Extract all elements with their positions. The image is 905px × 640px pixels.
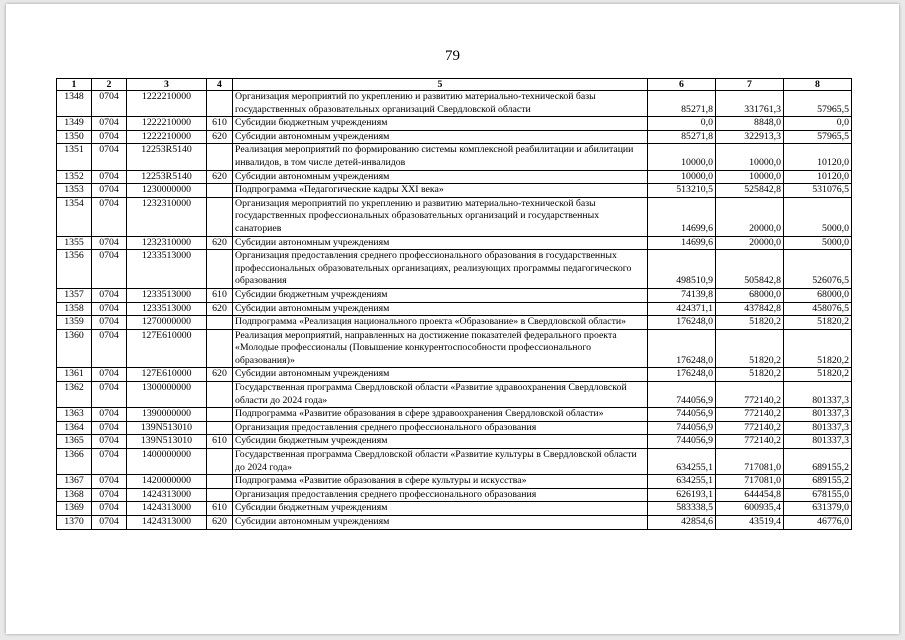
section-code-cell: 0704 [92,502,127,516]
expense-type-cell [207,329,233,368]
item-name-cell: Субсидии автономным учреждениям [233,170,648,184]
item-name-cell: Подпрограмма «Реализация национального проекта «Образование» в Свердловской области» [233,316,648,330]
amount-year1-cell: 744056,9 [648,382,716,408]
section-code-cell: 0704 [92,91,127,117]
row-number-cell: 1365 [57,435,92,449]
amount-year2-cell: 505842,8 [716,250,784,289]
section-code-cell: 0704 [92,516,127,530]
row-number-cell: 1354 [57,197,92,236]
header-cell: 1 [57,79,92,91]
expense-type-cell [207,475,233,489]
expense-type-cell: 620 [207,236,233,250]
target-code-cell: 1400000000 [127,449,207,475]
row-number-cell: 1361 [57,368,92,382]
expense-type-cell [207,184,233,198]
table-row [57,316,852,330]
item-name-cell: Субсидии бюджетным учреждениям [233,502,648,516]
header-cell: 4 [207,79,233,91]
table-row [57,502,852,516]
target-code-cell: 1233513000 [127,302,207,316]
expense-type-cell [207,197,233,236]
amount-year2-cell: 8848,0 [716,117,784,131]
expense-type-cell [207,91,233,117]
section-code-cell: 0704 [92,197,127,236]
target-code-cell: 1300000000 [127,382,207,408]
amount-year2-cell: 772140,2 [716,382,784,408]
item-name-cell: Организация мероприятий по укреплению и развитию материально-технической базы государственных образовательных организаций Свердловской области [233,91,648,117]
budget-table [56,78,852,530]
expense-type-cell: 610 [207,288,233,302]
item-name-cell: Подпрограмма «Развитие образования в сфере культуры и искусства» [233,475,648,489]
amount-year1-cell: 583338,5 [648,502,716,516]
table-row [57,329,852,368]
target-code-cell: 1390000000 [127,408,207,422]
expense-type-cell [207,382,233,408]
row-number-cell: 1349 [57,117,92,131]
target-code-cell: 1222210000 [127,117,207,131]
amount-year3-cell: 5000,0 [784,197,852,236]
expense-type-cell [207,316,233,330]
amount-year2-cell: 525842,8 [716,184,784,198]
target-code-cell: 12253R5140 [127,144,207,170]
amount-year2-cell: 600935,4 [716,502,784,516]
table-row [57,488,852,502]
amount-year2-cell: 10000,0 [716,170,784,184]
item-name-cell: Субсидии автономным учреждениям [233,302,648,316]
amount-year1-cell: 176248,0 [648,316,716,330]
target-code-cell: 1270000000 [127,316,207,330]
section-code-cell: 0704 [92,184,127,198]
section-code-cell: 0704 [92,449,127,475]
amount-year2-cell: 51820,2 [716,368,784,382]
table-row [57,475,852,489]
item-name-cell: Подпрограмма «Педагогические кадры XXI века» [233,184,648,198]
amount-year3-cell: 801337,3 [784,435,852,449]
row-number-cell: 1367 [57,475,92,489]
amount-year3-cell: 689155,2 [784,449,852,475]
section-code-cell: 0704 [92,170,127,184]
expense-type-cell: 620 [207,368,233,382]
item-name-cell: Субсидии автономным учреждениям [233,130,648,144]
expense-type-cell [207,488,233,502]
row-number-cell: 1356 [57,250,92,289]
target-code-cell: 12253R5140 [127,170,207,184]
header-cell: 2 [92,79,127,91]
item-name-cell: Организация предоставления среднего профессионального образования [233,488,648,502]
target-code-cell: 1424313000 [127,516,207,530]
amount-year3-cell: 689155,2 [784,475,852,489]
section-code-cell: 0704 [92,408,127,422]
table-row [57,408,852,422]
item-name-cell: Организация предоставления среднего профессионального образования в государственных профессиональных образовательных организациях, реализующих программы педагогического образования [233,250,648,289]
item-name-cell: Субсидии бюджетным учреждениям [233,117,648,131]
item-name-cell: Субсидии бюджетным учреждениям [233,288,648,302]
section-code-cell: 0704 [92,382,127,408]
amount-year1-cell: 14699,6 [648,197,716,236]
amount-year3-cell: 10120,0 [784,170,852,184]
section-code-cell: 0704 [92,488,127,502]
section-code-cell: 0704 [92,435,127,449]
target-code-cell: 1233513000 [127,288,207,302]
table-row [57,197,852,236]
amount-year1-cell: 14699,6 [648,236,716,250]
table-row [57,435,852,449]
target-code-cell: 1233513000 [127,250,207,289]
amount-year1-cell: 744056,9 [648,408,716,422]
row-number-cell: 1360 [57,329,92,368]
amount-year1-cell: 85271,8 [648,130,716,144]
expense-type-cell: 610 [207,435,233,449]
amount-year1-cell: 85271,8 [648,91,716,117]
row-number-cell: 1366 [57,449,92,475]
amount-year3-cell: 801337,3 [784,408,852,422]
table-row [57,170,852,184]
expense-type-cell: 620 [207,170,233,184]
target-code-cell: 1232310000 [127,197,207,236]
row-number-cell: 1364 [57,421,92,435]
row-number-cell: 1369 [57,502,92,516]
amount-year2-cell: 322913,3 [716,130,784,144]
amount-year1-cell: 424371,1 [648,302,716,316]
item-name-cell: Субсидии автономным учреждениям [233,236,648,250]
amount-year3-cell: 531076,5 [784,184,852,198]
expense-type-cell: 610 [207,117,233,131]
amount-year1-cell: 176248,0 [648,368,716,382]
expense-type-cell [207,408,233,422]
item-name-cell: Государственная программа Свердловской области «Развитие культуры в Свердловской области до 2024 года» [233,449,648,475]
amount-year3-cell: 68000,0 [784,288,852,302]
amount-year3-cell: 10120,0 [784,144,852,170]
target-code-cell: 1222210000 [127,130,207,144]
header-cell: 6 [648,79,716,91]
row-number-cell: 1352 [57,170,92,184]
item-name-cell: Подпрограмма «Развитие образования в сфере здравоохранения Свердловской области» [233,408,648,422]
expense-type-cell: 620 [207,516,233,530]
amount-year2-cell: 20000,0 [716,236,784,250]
section-code-cell: 0704 [92,302,127,316]
expense-type-cell [207,421,233,435]
header-cell: 3 [127,79,207,91]
amount-year2-cell: 331761,3 [716,91,784,117]
amount-year3-cell: 801337,3 [784,421,852,435]
row-number-cell: 1357 [57,288,92,302]
table-row [57,91,852,117]
table-row [57,302,852,316]
table-row [57,449,852,475]
amount-year2-cell: 717081,0 [716,449,784,475]
amount-year3-cell: 631379,0 [784,502,852,516]
amount-year1-cell: 176248,0 [648,329,716,368]
table-row [57,236,852,250]
amount-year1-cell: 498510,9 [648,250,716,289]
amount-year1-cell: 744056,9 [648,421,716,435]
expense-type-cell: 620 [207,302,233,316]
section-code-cell: 0704 [92,236,127,250]
row-number-cell: 1368 [57,488,92,502]
expense-type-cell [207,449,233,475]
amount-year3-cell: 458076,5 [784,302,852,316]
target-code-cell: 139N513010 [127,421,207,435]
expense-type-cell [207,250,233,289]
amount-year1-cell: 10000,0 [648,170,716,184]
row-number-cell: 1348 [57,91,92,117]
amount-year2-cell: 772140,2 [716,421,784,435]
row-number-cell: 1358 [57,302,92,316]
table-header-row [57,79,852,91]
section-code-cell: 0704 [92,329,127,368]
row-number-cell: 1353 [57,184,92,198]
amount-year2-cell: 51820,2 [716,316,784,330]
row-number-cell: 1351 [57,144,92,170]
target-code-cell: 139N513010 [127,435,207,449]
item-name-cell: Реализация мероприятий, направленных на достижение показателей федерального проекта «Молодые профессионалы (Повышение конкурентоспособности профессионального образования)» [233,329,648,368]
item-name-cell: Субсидии автономным учреждениям [233,368,648,382]
section-code-cell: 0704 [92,288,127,302]
table-row [57,421,852,435]
amount-year1-cell: 74139,8 [648,288,716,302]
amount-year3-cell: 801337,3 [784,382,852,408]
header-cell: 8 [784,79,852,91]
section-code-cell: 0704 [92,250,127,289]
table-row [57,117,852,131]
amount-year2-cell: 10000,0 [716,144,784,170]
amount-year3-cell: 57965,5 [784,130,852,144]
amount-year1-cell: 42854,6 [648,516,716,530]
row-number-cell: 1362 [57,382,92,408]
target-code-cell: 1232310000 [127,236,207,250]
header-cell: 7 [716,79,784,91]
expense-type-cell: 620 [207,130,233,144]
section-code-cell: 0704 [92,117,127,131]
item-name-cell: Государственная программа Свердловской области «Развитие здравоохранения Свердловской области до 2024 года» [233,382,648,408]
section-code-cell: 0704 [92,475,127,489]
target-code-cell: 1424313000 [127,488,207,502]
amount-year1-cell: 0,0 [648,117,716,131]
item-name-cell: Реализация мероприятий по формированию системы комплексной реабилитации и абилитации инвалидов, в том числе детей-инвалидов [233,144,648,170]
target-code-cell: 1230000000 [127,184,207,198]
header-cell: 5 [233,79,648,91]
table-row [57,368,852,382]
amount-year2-cell: 43519,4 [716,516,784,530]
amount-year3-cell: 46776,0 [784,516,852,530]
amount-year2-cell: 717081,0 [716,475,784,489]
amount-year2-cell: 772140,2 [716,435,784,449]
amount-year3-cell: 526076,5 [784,250,852,289]
item-name-cell: Организация предоставления среднего профессионального образования [233,421,648,435]
table-row [57,184,852,198]
row-number-cell: 1350 [57,130,92,144]
amount-year2-cell: 20000,0 [716,197,784,236]
table-row [57,288,852,302]
table-row [57,516,852,530]
amount-year1-cell: 513210,5 [648,184,716,198]
section-code-cell: 0704 [92,130,127,144]
item-name-cell: Субсидии бюджетным учреждениям [233,435,648,449]
document-page [6,4,899,634]
target-code-cell: 127E610000 [127,329,207,368]
amount-year2-cell: 437842,8 [716,302,784,316]
row-number-cell: 1363 [57,408,92,422]
amount-year2-cell: 51820,2 [716,329,784,368]
expense-type-cell: 610 [207,502,233,516]
amount-year2-cell: 644454,8 [716,488,784,502]
target-code-cell: 127E610000 [127,368,207,382]
amount-year1-cell: 626193,1 [648,488,716,502]
amount-year2-cell: 772140,2 [716,408,784,422]
table-row [57,382,852,408]
row-number-cell: 1370 [57,516,92,530]
amount-year3-cell: 0,0 [784,117,852,131]
amount-year3-cell: 51820,2 [784,316,852,330]
page-number: 79 [445,48,460,64]
table-row [57,144,852,170]
target-code-cell: 1420000000 [127,475,207,489]
amount-year2-cell: 68000,0 [716,288,784,302]
item-name-cell: Организация мероприятий по укреплению и развитию материально-технической базы государственных профессиональных образовательных организаций и государственных санаториев [233,197,648,236]
amount-year1-cell: 744056,9 [648,435,716,449]
row-number-cell: 1355 [57,236,92,250]
target-code-cell: 1222210000 [127,91,207,117]
amount-year3-cell: 5000,0 [784,236,852,250]
section-code-cell: 0704 [92,368,127,382]
item-name-cell: Субсидии автономным учреждениям [233,516,648,530]
amount-year3-cell: 678155,0 [784,488,852,502]
target-code-cell: 1424313000 [127,502,207,516]
amount-year3-cell: 51820,2 [784,329,852,368]
expense-type-cell [207,144,233,170]
table-row [57,250,852,289]
amount-year1-cell: 634255,1 [648,449,716,475]
section-code-cell: 0704 [92,421,127,435]
section-code-cell: 0704 [92,144,127,170]
amount-year3-cell: 51820,2 [784,368,852,382]
section-code-cell: 0704 [92,316,127,330]
row-number-cell: 1359 [57,316,92,330]
amount-year3-cell: 57965,5 [784,91,852,117]
table-row [57,130,852,144]
amount-year1-cell: 10000,0 [648,144,716,170]
amount-year1-cell: 634255,1 [648,475,716,489]
